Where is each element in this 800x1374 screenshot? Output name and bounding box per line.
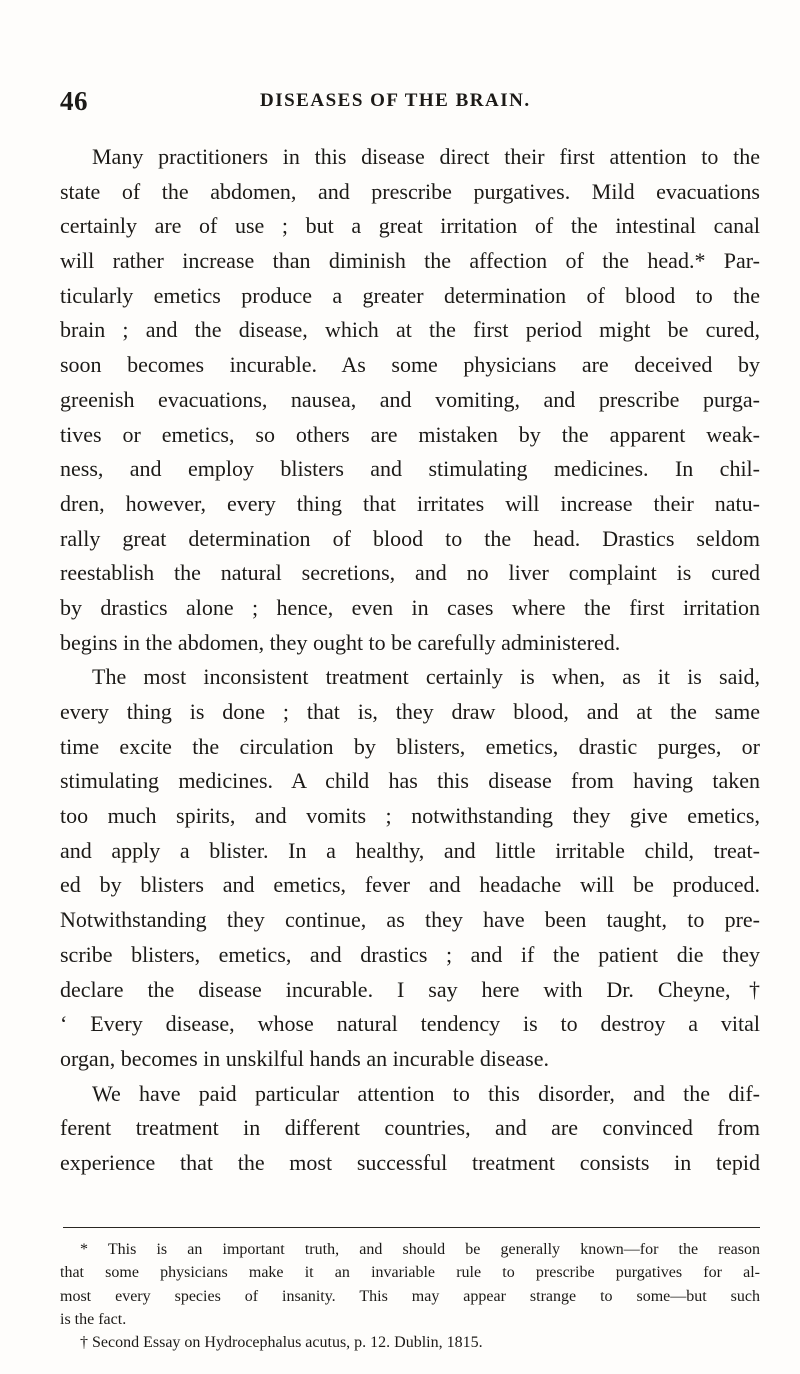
text-line: every thing is done ; that is, they draw blood, and at the same — [60, 699, 760, 724]
footnote-line: is the fact. — [60, 1310, 127, 1328]
running-title: DISEASES OF THE BRAIN. — [260, 90, 531, 111]
text-line: The most inconsistent treatment certainly is when, as it is said, — [92, 664, 760, 690]
text-line: begins in the abdomen, they ought to be carefully administered. — [60, 629, 621, 655]
text-line: Many practitioners in this disease direct their first attention to the — [92, 144, 760, 169]
text-line: stimulating medicines. A child has this disease from having taken — [60, 768, 760, 794]
text-line: brain ; and the disease, which at the first period might be cured, — [60, 317, 760, 343]
text-line: ed by blisters and emetics, fever and headache will be produced. — [60, 872, 760, 898]
footnote-line: † Second Essay on Hydrocephalus acutus, p. 12. Dublin, 1815. — [80, 1334, 483, 1352]
text-line: ‘ Every disease, whose natural tendency is to destroy a vital — [60, 1011, 760, 1037]
text-line: reestablish the natural secretions, and no liver complaint is cured — [60, 560, 760, 586]
text-line: too much spirits, and vomits ; notwithstanding they give emetics, — [60, 803, 760, 829]
page-number: 46 — [60, 86, 88, 116]
running-head — [60, 86, 760, 120]
text-line: rally great determination of blood to the head. Drastics seldom — [60, 525, 760, 551]
text-line: and apply a blister. In a healthy, and little irritable child, treat- — [60, 837, 760, 863]
text-line: will rather increase than diminish the affection of the head.* Par- — [60, 248, 760, 274]
text-line: ticularly emetics produce a greater determination of blood to the — [60, 282, 760, 308]
text-line: time excite the circulation by blisters, emetics, drastic purges, or — [60, 733, 760, 759]
footnote-line: that some physicians make it an invariable rule to prescribe purgatives for al- — [60, 1264, 760, 1282]
text-line: declare the disease incurable. I say here with Dr. Cheyne,† — [60, 976, 760, 1002]
footnotes — [60, 1238, 760, 1354]
text-line: We have paid particular attention to this disorder, and the dif- — [92, 1080, 760, 1106]
main-text — [60, 140, 760, 1181]
text-line: dren, however, every thing that irritates will increase their natu- — [60, 490, 760, 516]
text-line: scribe blisters, emetics, and drastics ; and if the patient die they — [60, 941, 760, 967]
text-line: state of the abdomen, and prescribe purgatives. Mild evacuations — [60, 178, 760, 204]
footnote-divider — [63, 1227, 760, 1228]
text-line: greenish evacuations, nausea, and vomiting, and prescribe purga- — [60, 386, 760, 412]
text-line: by drastics alone ; hence, even in cases where the first irritation — [60, 594, 760, 620]
text-line: certainly are of use ; but a great irritation of the intestinal canal — [60, 213, 760, 239]
text-line: Notwithstanding they continue, as they have been taught, to pre- — [60, 907, 760, 933]
text-line: soon becomes incurable. As some physicians are deceived by — [60, 352, 760, 378]
text-line: organ, becomes in unskilful hands an incurable disease. — [60, 1045, 549, 1071]
footnote-line: most every species of insanity. This may appear strange to some—but such — [60, 1287, 760, 1305]
footnote-line: * This is an important truth, and should be generally known—for the reason — [80, 1241, 760, 1258]
text-line: experience that the most successful treatment consists in tepid — [60, 1149, 760, 1175]
text-line: tives or emetics, so others are mistaken by the apparent weak- — [60, 421, 760, 447]
text-line: ferent treatment in different countries, and are convinced from — [60, 1115, 760, 1141]
text-line: ness, and employ blisters and stimulating medicines. In chil- — [60, 456, 760, 482]
